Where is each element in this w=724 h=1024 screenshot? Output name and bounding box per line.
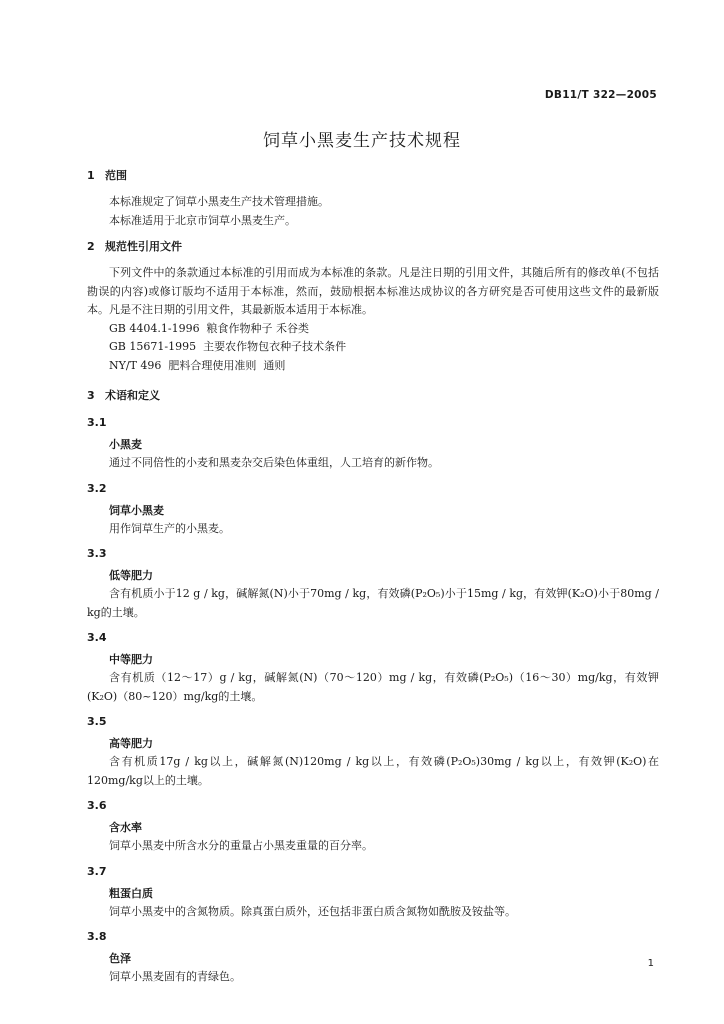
section-number: 1 xyxy=(87,169,95,182)
paragraph: 本标准规定了饲草小黑麦生产技术管理措施。 xyxy=(109,195,329,208)
section-heading-terms-definitions xyxy=(87,385,659,407)
term-name: 低等肥力 xyxy=(109,569,153,582)
section-number: 2 xyxy=(87,240,95,253)
term-number: 3.3 xyxy=(87,547,107,560)
term-definition: 含有机质小于12 g / kg，碱解氮(N)小于70mg / kg，有效磷(P₂O₅)小于15mg / kg，有效钾(K₂O)小于80mg / kg的土壤。 xyxy=(87,587,659,619)
standard-code: DB11/T 322—2005 xyxy=(544,89,657,101)
term-definition: 饲草小黑麦中所含水分的重量占小黑麦重量的百分率。 xyxy=(109,839,373,852)
term-entry xyxy=(87,629,659,706)
reference-item: GB 15671-1995 主要农作物包衣种子技术条件 xyxy=(109,340,347,353)
section-title: 范围 xyxy=(105,169,127,182)
page-number: 1 xyxy=(647,958,654,969)
reference-item: GB 4404.1-1996 粮食作物种子 禾谷类 xyxy=(109,321,310,335)
term-definition: 通过不同倍性的小麦和黑麦杂交后染色体重组，人工培育的新作物。 xyxy=(109,456,439,469)
document-body xyxy=(87,162,659,987)
term-number: 3.6 xyxy=(87,799,107,812)
section-title: 术语和定义 xyxy=(105,389,160,402)
section-number: 3 xyxy=(87,389,95,402)
term-number: 3.7 xyxy=(87,864,107,878)
term-entry xyxy=(87,928,659,987)
term-entry xyxy=(87,797,659,856)
section-heading-scope xyxy=(87,165,659,187)
term-entry xyxy=(87,713,659,790)
term-name: 含水率 xyxy=(109,821,142,834)
paragraph: 下列文件中的条款通过本标准的引用而成为本标准的条款。凡是注日期的引用文件，其随后所有的修改单(不包括勘误的内容)或修订版均不适用于本标准，然而，鼓励根据本标准达成协议的各方研究是否可使用这些文件的最新版本。凡是不注日期的引用文件，其最新版本适用于本标准。 xyxy=(87,266,659,316)
term-definition: 含有机质（12～17）g / kg，碱解氮(N)（70～120）mg / kg，有效磷(P₂O₅)（16～30）mg/kg，有效钾(K₂O)（80~120）mg/kg的土壤。 xyxy=(87,671,659,703)
term-entry xyxy=(87,545,659,622)
term-name: 饲草小黑麦 xyxy=(109,503,164,517)
term-name: 色泽 xyxy=(109,952,131,965)
term-name: 高等肥力 xyxy=(109,737,153,750)
section-title: 规范性引用文件 xyxy=(105,240,182,253)
section-heading-normative-references xyxy=(87,236,659,258)
term-number: 3.4 xyxy=(87,631,107,644)
document-title: 饲草小黑麦生产技术规程 xyxy=(263,131,461,151)
term-entry xyxy=(87,863,659,922)
term-name: 中等肥力 xyxy=(109,653,153,666)
term-entry xyxy=(87,414,659,473)
term-name: 小黑麦 xyxy=(109,438,142,451)
term-number: 3.2 xyxy=(87,481,107,495)
term-definition: 用作饲草生产的小黑麦。 xyxy=(109,521,230,535)
term-definition: 含有机质17g / kg以上，碱解氮(N)120mg / kg以上，有效磷(P₂O₅)30mg / kg以上，有效钾(K₂O)在120mg/kg以上的土壤。 xyxy=(87,755,659,787)
term-entry xyxy=(87,480,659,539)
term-name: 粗蛋白质 xyxy=(109,886,153,900)
reference-item: NY/T 496 肥料合理使用准则 通则 xyxy=(109,358,286,372)
term-number: 3.5 xyxy=(87,715,107,728)
term-number: 3.1 xyxy=(87,416,107,429)
term-definition: 饲草小黑麦固有的青绿色。 xyxy=(109,970,241,983)
term-number: 3.8 xyxy=(87,930,107,943)
paragraph: 本标准适用于北京市饲草小黑麦生产。 xyxy=(109,213,296,227)
term-definition: 饲草小黑麦中的含氮物质。除真蛋白质外，还包括非蛋白质含氮物如酰胺及铵盐等。 xyxy=(109,904,516,918)
